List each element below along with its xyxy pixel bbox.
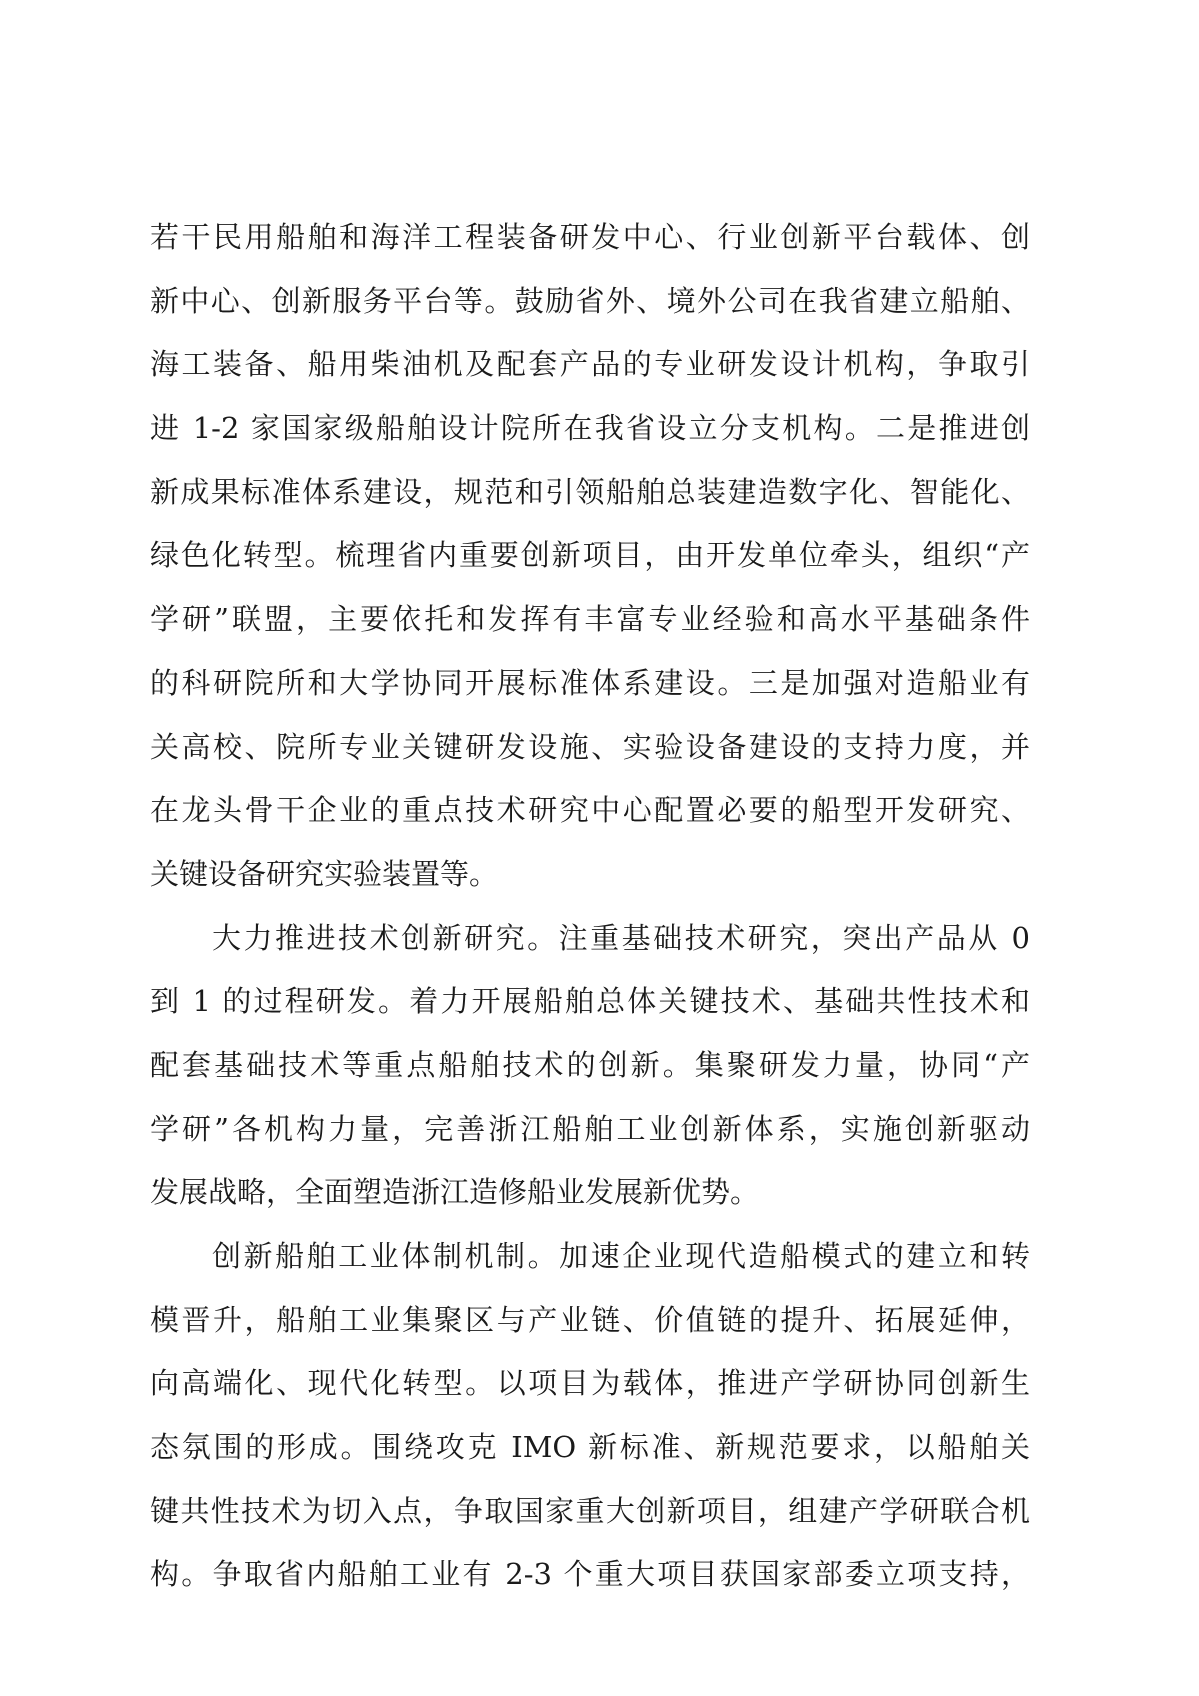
- text-line: 关高校、院所专业关键研发设施、实验设备建设的支持力度，并: [150, 729, 1030, 764]
- text-line: 新中心、创新服务平台等。鼓励省外、境外公司在我省建立船舶、: [150, 283, 1030, 318]
- text-line: 海工装备、船用柴油机及配套产品的专业研发设计机构，争取引: [150, 347, 1030, 382]
- text-line: 关键设备研究实验装置等。: [150, 856, 499, 891]
- body-text: [150, 206, 1030, 1607]
- paragraph-start-line: 创新船舶工业体制机制。加速企业现代造船模式的建立和转: [212, 1239, 1030, 1273]
- text-line: 向高端化、现代化转型。以项目为载体，推进产学研协同创新生: [150, 1366, 1030, 1401]
- text-line: 到 1 的过程研发。着力开展船舶总体关键技术、基础共性技术和: [150, 984, 1030, 1019]
- text-line: 若干民用船舶和海洋工程装备研发中心、行业创新平台载体、创: [150, 220, 1030, 254]
- text-line: 构。争取省内船舶工业有 2-3 个重大项目获国家部委立项支持，: [150, 1557, 1030, 1592]
- text-line: 学研”联盟，主要依托和发挥有丰富专业经验和高水平基础条件: [150, 602, 1030, 637]
- paragraph-start-line: 大力推进技术创新研究。注重基础技术研究，突出产品从 0: [212, 920, 1030, 955]
- text-line: 态氛围的形成。围绕攻克 IMO 新标准、新规范要求，以船舶关: [150, 1430, 1030, 1465]
- text-line: 键共性技术为切入点，争取国家重大创新项目，组建产学研联合机: [150, 1493, 1030, 1528]
- text-line: 在龙头骨干企业的重点技术研究中心配置必要的船型开发研究、: [150, 793, 1030, 828]
- text-line: 配套基础技术等重点船舶技术的创新。集聚研发力量，协同“产: [150, 1047, 1030, 1082]
- text-line: 新成果标准体系建设，规范和引领船舶总装建造数字化、智能化、: [150, 474, 1030, 509]
- text-line: 模晋升，船舶工业集聚区与产业链、价值链的提升、拓展延伸，: [150, 1302, 1030, 1337]
- text-line: 的科研院所和大学协同开展标准体系建设。三是加强对造船业有: [150, 665, 1030, 700]
- text-line: 学研”各机构力量，完善浙江船舶工业创新体系，实施创新驱动: [150, 1111, 1030, 1146]
- text-line: 进 1-2 家国家级船舶设计院所在我省设立分支机构。二是推进创: [150, 411, 1030, 446]
- text-line: 发展战略，全面塑造浙江造修船业发展新优势。: [150, 1175, 760, 1210]
- text-line: 绿色化转型。梳理省内重要创新项目，由开发单位牵头，组织“产: [150, 538, 1030, 573]
